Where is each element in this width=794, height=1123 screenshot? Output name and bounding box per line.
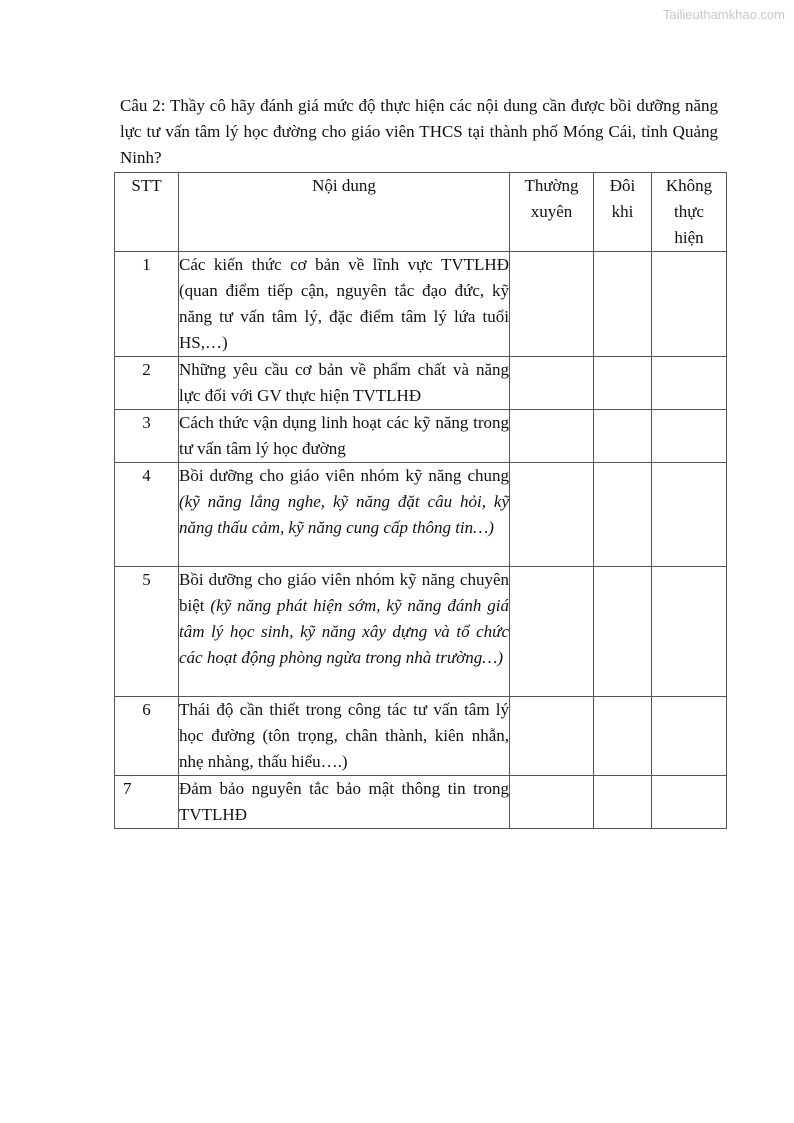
row-stt: 2 [115,357,179,410]
cell-never[interactable] [652,567,727,697]
table-row [115,252,727,357]
row-text: Bồi dưỡng cho giáo viên nhóm kỹ năng chung [179,466,509,485]
cell-often[interactable] [510,357,594,410]
row-content [179,776,510,829]
table-row [115,567,727,697]
cell-sometimes[interactable] [594,252,652,357]
cell-sometimes[interactable] [594,776,652,829]
survey-table [114,172,727,829]
cell-never[interactable] [652,410,727,463]
row-text-italic: (kỹ năng phát hiện sớm, kỹ năng đánh giá tâm lý học sinh, kỹ năng xây dựng và tổ chức các hoạt động phòng ngừa trong nhà trường…) [179,596,509,667]
cell-never[interactable] [652,697,727,776]
table-row [115,697,727,776]
row-content [179,697,510,776]
row-text: Các kiến thức cơ bản về lĩnh vực TVTLHĐ (quan điểm tiếp cận, nguyên tắc đạo đức, kỹ năng tư vấn tâm lý, đặc điểm tâm lý lứa tuổi HS,…) [179,255,509,352]
cell-often[interactable] [510,463,594,567]
cell-sometimes[interactable] [594,410,652,463]
header-never: Không thực hiện [652,173,727,252]
cell-never[interactable] [652,463,727,567]
row-content [179,252,510,357]
row-stt: 7 [115,776,179,829]
row-text: Những yêu cầu cơ bản về phẩm chất và năng lực đối với GV thực hiện TVTLHĐ [179,360,509,405]
cell-sometimes[interactable] [594,697,652,776]
table-header-row [115,173,727,252]
row-content [179,357,510,410]
cell-often[interactable] [510,410,594,463]
cell-often[interactable] [510,776,594,829]
table-row [115,357,727,410]
watermark: Tailieuthamkhao.com [662,7,785,22]
row-text: Cách thức vận dụng linh hoạt các kỹ năng trong tư vấn tâm lý học đường [179,413,509,458]
row-stt: 1 [115,252,179,357]
row-text-italic: (kỹ năng lắng nghe, kỹ năng đặt câu hỏi, kỹ năng thấu cảm, kỹ năng cung cấp thông tin…) [179,492,509,537]
table-row [115,410,727,463]
header-stt: STT [115,173,179,252]
table-row [115,776,727,829]
cell-sometimes[interactable] [594,357,652,410]
cell-never[interactable] [652,252,727,357]
row-content [179,410,510,463]
row-stt: 6 [115,697,179,776]
row-stt: 4 [115,463,179,567]
row-content [179,463,510,567]
row-stt: 5 [115,567,179,697]
row-text: Bồi dưỡng cho giáo viên nhóm kỹ năng chuyên biệt [179,570,509,615]
cell-often[interactable] [510,697,594,776]
row-text: Thái độ cần thiết trong công tác tư vấn tâm lý học đường (tôn trọng, chân thành, kiên nhẫn, nhẹ nhàng, thấu hiểu….) [179,700,509,771]
cell-often[interactable] [510,252,594,357]
header-content: Nội dung [179,173,510,252]
cell-never[interactable] [652,357,727,410]
row-stt: 3 [115,410,179,463]
cell-never[interactable] [652,776,727,829]
cell-often[interactable] [510,567,594,697]
row-text: Đảm bảo nguyên tắc bảo mật thông tin trong TVTLHĐ [179,779,509,824]
cell-sometimes[interactable] [594,463,652,567]
table-row [115,463,727,567]
header-often: Thường xuyên [510,173,594,252]
cell-sometimes[interactable] [594,567,652,697]
question-text: Câu 2: Thầy cô hãy đánh giá mức độ thực hiện các nội dung cần được bồi dưỡng năng lực tư vấn tâm lý học đường cho giáo viên THCS tại thành phố Móng Cái, tỉnh Quảng Ninh? [120,96,718,167]
row-content [179,567,510,697]
header-sometimes: Đôi khi [594,173,652,252]
